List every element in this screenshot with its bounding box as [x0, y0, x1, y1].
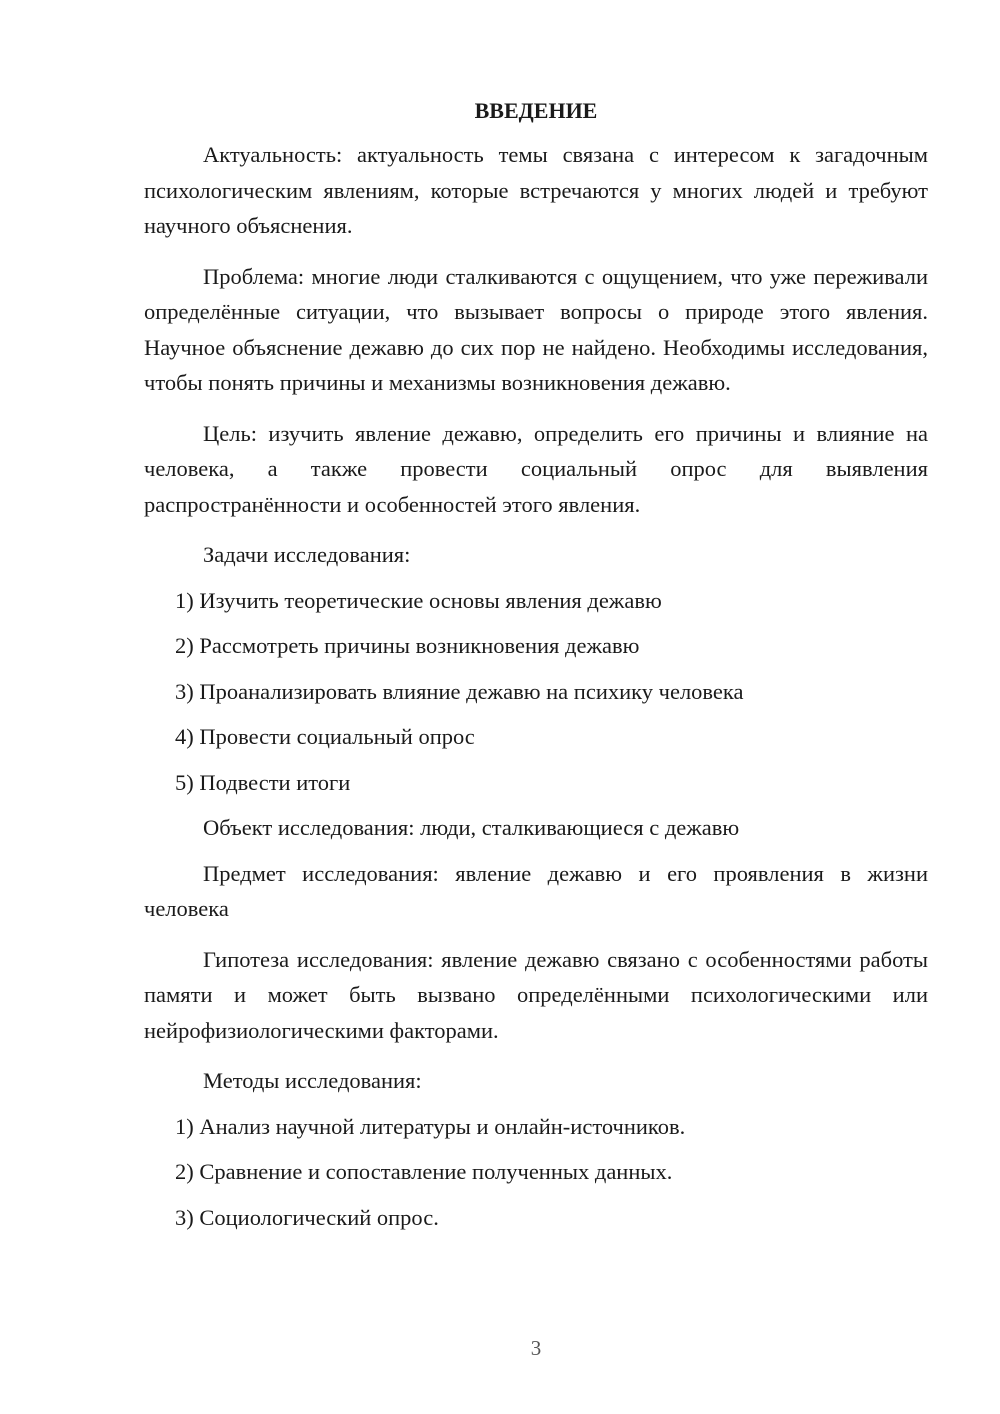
method-item: 2) Сравнение и сопоставление полученных данных.: [175, 1159, 673, 1184]
tasks-list: [144, 583, 928, 801]
section-title: ВВЕДЕНИЕ: [474, 98, 598, 123]
task-item: 5) Подвести итоги: [175, 769, 351, 795]
goal-paragraph: Цель: изучить явление дежавю, определить его причины и влияние на человека, а также провести социальный опрос для выявления распространённости и особенностей этого явления.: [144, 420, 928, 517]
method-item: 3) Социологический опрос.: [175, 1204, 439, 1230]
task-item: 3) Проанализировать влияние дежавю на психику человека: [175, 678, 744, 704]
problem-paragraph: Проблема: многие люди сталкиваются с ощущением, что уже переживали определённые ситуации, что вызывает вопросы о природе этого явления. Научное объяснение дежавю до сих пор не найдено. Необходимы исследования, чтобы понять причины и механизмы возникновения дежавю.: [144, 263, 928, 395]
methods-heading: Методы исследования:: [203, 1068, 422, 1093]
task-item: 1) Изучить теоретические основы явления дежавю: [175, 587, 662, 613]
tasks-heading: Задачи исследования:: [203, 542, 411, 567]
subject-paragraph: Предмет исследования: явление дежавю и его проявления в жизни человека: [144, 860, 928, 921]
task-item: 2) Рассмотреть причины возникновения дежавю: [175, 633, 640, 658]
object-paragraph: Объект исследования: люди, сталкивающиеся с дежавю: [203, 815, 740, 840]
method-item: 1) Анализ научной литературы и онлайн-источников.: [175, 1113, 686, 1139]
relevance-paragraph: Актуальность: актуальность темы связана с интересом к загадочным психологическим явлениям, которые встречаются у многих людей и требуют научного объяснения.: [144, 142, 928, 238]
methods-list: [144, 1109, 928, 1236]
page-content: [144, 96, 928, 1245]
page-number: 3: [530, 1336, 542, 1360]
task-item: 4) Провести социальный опрос: [175, 724, 475, 749]
hypothesis-paragraph: Гипотеза исследования: явление дежавю связано с особенностями работы памяти и может быть вызвано определёнными психологическими или нейрофизиологическими факторами.: [144, 946, 928, 1043]
